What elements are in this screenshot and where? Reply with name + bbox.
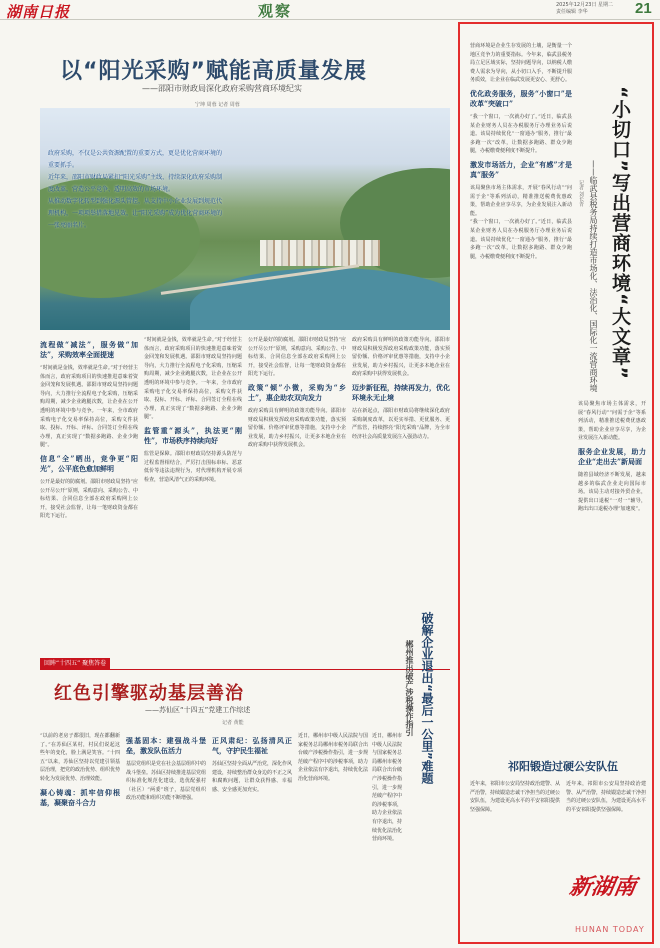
section-body: 苏仙区坚持全面从严治党，深化作风建设，持续整治群众身边的不正之风和腐败问题，让群众获得感、幸福感、安全感更加充实。 [212,761,292,793]
section-heading: 强基固本：建强战斗堡垒，激发队伍活力 [126,736,206,755]
intro-paragraph: 政府采购，不仅是公共资源配置的重要方式，更是优化营商环境的重要抓手。 [48,150,223,169]
section-body: 该局聚焦市场主体需求，开展“春风行动”“问需于企”等系列活动，精准推送税费优惠政策，帮助企业应享尽享，为企业发展注入新动能。 [470,184,572,217]
editor-credit: 责任编辑 李华 [556,9,588,15]
bottom-column-1 [40,732,120,944]
top-column-2 [144,336,242,648]
news-brief-body: 近年来，祁阳市公安局坚持政治建警、从严治警，持续锻造忠诚干净担当的过硬公安队伍，为建设更高水平的平安祁阳提供坚强保障。 [470,781,560,813]
section-heading: 激发市场活力，企业“有感”才是真“服务” [470,159,572,179]
section-heading: 监管重“源头”，执法更“刚性”，市场秩序持续向好 [144,425,242,445]
featured-column-2 [578,400,646,740]
top-column-3 [248,336,346,648]
section-body: 公开是最好的防腐剂。邵阳市财政局坚持“应公开尽公开”原则，采购意向、采购公告、中标结果、合同信息全部在政府采购网上公开，接受社会监督，让每一笔财政资金都在阳光下运行。 [248,337,346,378]
top-column-1 [40,336,138,648]
section-body: “我一个窗口，一次就办好了。”近日，临武县某企业财务人员在办税服务厅办理业务后说道。该局持续优化“一窗通办”服务，推行“最多跑一次”改革，让数据多跑路、群众少跑腿，办税缴费便利度不断提升。 [470,219,572,260]
side-article-body: 近日，郴州市中级人民法院与国家税务总局郴州市税务局联合出台破产涉税操作指引，进一步规范破产程序中的涉税事项，助力企业依法有序退出，持续优化法治化营商环境。 [372,733,402,843]
header-meta [556,2,613,16]
section-heading: 信息“全”晒出，竞争更“阳光”，公平底色愈加鲜明 [40,453,138,473]
tag-rule [110,669,450,670]
column-tag: 回眸“十四五” 聚焦答卷 [40,658,110,670]
issue-date: 2025年12月23日 星期二 [556,2,614,8]
featured-column-1 [470,42,572,742]
section-body: 该局聚焦市场主体需求，开展“春风行动”“问需于企”等系列活动，精准推送税费优惠政策，帮助企业应享尽享，为企业发展注入新动能。 [578,401,646,442]
bottom-column-3 [212,732,292,944]
xinhunan-logo-en: HUNAN TODAY [575,925,645,934]
bottom-article-title: 红色引擎驱动基层善治 [54,683,244,704]
news-brief-column-1 [470,780,560,940]
top-article-intro [48,148,226,232]
side-article-subtitle: 郴州推出破产涉税操作指引 [405,640,414,736]
bottom-column-5 [372,732,402,944]
bottom-column-4 [298,732,368,944]
section-body: “以前的老房子都很旧，现在都翻新了。”在苏仙区某村，村民们说起这些年的变化，脸上满是笑容。“十四五”以来，苏仙区坚持以党建引领基层治理，把党的政治优势、组织优势转化为发展优势、治理效能。 [40,733,120,782]
bottom-article-subtitle: ——苏仙区“十四五”党建工作综述 [145,706,251,714]
featured-lead: 营商环境是企业生存发展的土壤，是衡量一个地区竞争力的重要指标。今年来，临武县税务局立足区域实际，坚持问题导向，以纳税人缴费人需求为导向，从小切口入手，不断提升服务质效，让企业在临武发展更安心、更舒心。 [470,43,572,84]
section-body: 站在新起点，邵阳市财政局将继续深化政府采购制度改革，以更实举措、更优服务、更严监管，持续擦亮“阳光采购”品牌，为全市经济社会高质量发展注入强劲动力。 [352,407,450,440]
intro-paragraph: 从推动数字化转型到强化源头管控，从支持中小企业发展到规范代理机构，一项项举措落地见效，让“阳光采购”成为优化营商环境的一张亮丽名片。 [48,198,223,229]
bottom-article-byline: 记者 黄能 [222,720,244,726]
section-body: “我一个窗口，一次就办好了。”近日，临武县某企业财务人员在办税服务厅办理业务后说道。该局持续优化“一窗通办”服务，推行“最多跑一次”改革，让数据多跑路、群众少跑腿，办税缴费便利度不断提升。 [470,113,572,155]
section-body: “时间就是金钱，效率就是生命。”对于经营主体而言，政府采购项目的快速推进意味着资金回笼和发展机遇。邵阳市财政局坚持问题导向，大力推行全流程电子化采购，压缩采购周期，减少企业跑腿次数，让企业在公开透明的环境中参与竞争。一年来，全市政府采购电子化交易率保持高位，采购文件获取、投标、开标、评标、合同签订全程在线办理，真正实现了“数据多跑路、企业少跑腿”。 [144,337,242,421]
section-title: 观察 [258,2,293,20]
side-article-body: 近日，郴州市中级人民法院与国家税务总局郴州市税务局联合出台破产涉税操作指引，进一步规范破产程序中的涉税事项，助力企业依法有序退出，持续优化法治化营商环境。 [298,733,368,782]
section-body: 政府采购具有鲜明的政策功能导向。邵阳市财政局积极发挥政府采购政策功能，落实预留份额、价格评审优惠等措施，支持中小企业发展，助力乡村振兴，让更多本地企业在政府采购中获得发展机会。 [352,337,450,378]
section-heading: 优化政务服务，服务“小窗口”是改革“突破口” [470,88,572,108]
section-body: 政府采购具有鲜明的政策功能导向。邵阳市财政局积极发挥政府采购政策功能，落实预留份额、价格评审优惠等措施，支持中小企业发展，助力乡村振兴，让更多本地企业在政府采购中获得发展机会。 [248,407,346,449]
news-brief-title: 祁阳锻造过硬公安队伍 [508,760,618,773]
section-heading: 政策“倾”小微，采购为“乡土”，惠企助农双向发力 [248,382,346,402]
news-brief-column-2 [566,780,646,868]
section-heading: 服务企业发展，助力企业“走出去”新局面 [578,446,646,466]
top-article-byline: 宁坤 周蓉 记者 周蓉 [195,102,240,108]
section-body: 基层党组织是党在社会基层组织中的战斗堡垒。苏仙区持续推进基层党组织标准化规范化建设，选优配强村（社区）“两委”班子，基层党组织政治功能和组织功能不断增强。 [126,761,206,802]
section-heading: 凝心铸魂：抓牢信仰根基，凝聚奋斗合力 [40,787,120,807]
featured-article-byline: 记者 刘长青 [578,180,584,207]
section-body: 监管是保障。邵阳市财政局坚持源头防范与过程监督相结合，严厉打击围标串标、恶意低价等违法违规行为，对代理机构开展专项检查，营造风清气正的采购环境。 [144,450,242,483]
intro-paragraph: 近年来，邵阳市财政局紧扣“阳光采购”主线，持续深化政府采购制度改革，营造公平竞争、透明高效的市场环境。 [48,174,223,193]
section-body: 公开是最好的防腐剂。邵阳市财政局坚持“应公开尽公开”原则，采购意向、采购公告、中标结果、合同信息全部在政府采购网上公开，接受社会监督，让每一笔财政资金都在阳光下运行。 [40,478,138,520]
top-article-subtitle: ——邵阳市财政局深化政府采购营商环境纪实 [142,84,302,93]
section-body: 随着县域经济不断发展，越来越多的临武企业走向国际市场。该局主动对接外贸企业，提供出口退税“一对一”辅导，跑出出口退税办理“加速度”。 [578,471,646,513]
news-brief-body: 近年来，祁阳市公安局坚持政治建警、从严治警，持续锻造忠诚干净担当的过硬公安队伍，为建设更高水平的平安祁阳提供坚强保障。 [566,781,646,813]
page-number: 21 [635,0,652,17]
top-column-4 [352,336,450,648]
xinhunan-logo: 新湖南 [567,875,638,900]
section-heading: 迈步新征程，持续再发力，优化环境永无止境 [352,382,450,402]
side-article-title: 破解企业退出“最后一公里”难题 [420,612,434,784]
featured-article-subtitle: ——临武县税务局持续打造市场化、法治化、国际化一流营商环境 [589,160,598,392]
top-article-title: 以“阳光采购”赋能高质量发展 [60,59,367,84]
section-body: “时间就是金钱，效率就是生命。”对于经营主体而言，政府采购项目的快速推进意味着资金回笼和发展机遇。邵阳市财政局坚持问题导向，大力推行全流程电子化采购，压缩采购周期，减少企业跑腿次数，让企业在公开透明的环境中参与竞争。一年来，全市政府采购电子化交易率保持高位，采购文件获取、投标、开标、评标、合同签订全程在线办理，真正实现了“数据多跑路、企业少跑腿”。 [40,365,138,449]
page-header [0,0,660,20]
bottom-column-2 [126,732,206,944]
featured-article-title: “小切口”写出营商环境“大文章” [609,86,631,380]
section-heading: 流程做“减法”，服务做“加法”，采购效率全面提速 [40,340,138,359]
masthead: 湖南日报 [6,3,71,21]
section-heading: 正风肃纪：弘扬清风正气，守护民生福祉 [212,736,292,755]
